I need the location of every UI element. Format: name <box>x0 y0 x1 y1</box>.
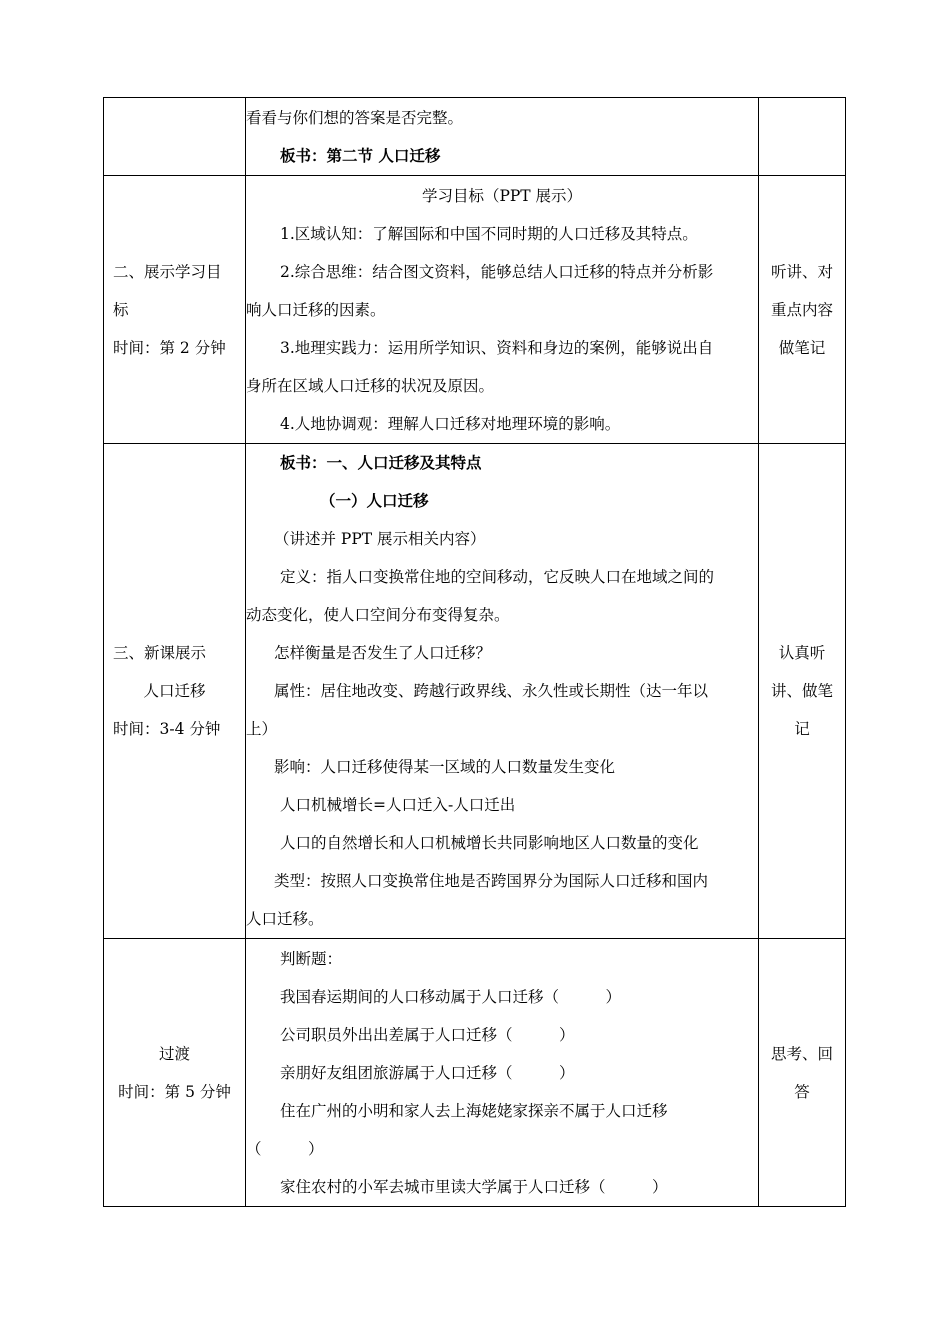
activity-cell <box>759 176 846 444</box>
content-line: 2.综合思维：结合图文资料，能够总结人口迁移的特点并分析影 <box>280 262 714 281</box>
table-row <box>104 98 846 176</box>
content-line: 公司职员外出出差属于人口迁移（ ） <box>280 1025 575 1044</box>
activity-cell <box>759 98 846 176</box>
content-line: 我国春运期间的人口移动属于人口迁移（ ） <box>280 987 622 1006</box>
stage-label: 标 <box>113 300 129 319</box>
activity-line: 重点内容 <box>770 300 833 319</box>
table-row <box>104 444 846 939</box>
content-cell <box>246 176 759 444</box>
stage-label: 过渡 <box>158 1044 190 1063</box>
board-heading: 板书：第二节 人口迁移 <box>280 145 441 165</box>
content-line: 怎样衡量是否发生了人口迁移？ <box>274 644 492 662</box>
content-line: 4.人地协调观：理解人口迁移对地理环境的影响。 <box>280 414 621 433</box>
stage-cell <box>104 176 246 444</box>
content-line: 上） <box>246 720 278 738</box>
stage-time: 时间：第 5 分钟 <box>118 1082 231 1101</box>
activity-line: 听讲、对 <box>770 262 833 281</box>
content-line: 判断题： <box>280 949 343 968</box>
content-line: 亲朋好友组团旅游属于人口迁移（ ） <box>280 1063 575 1082</box>
board-heading: 板书：一、人口迁移及其特点 <box>280 453 482 472</box>
content-line: 看看与你们想的答案是否完整。 <box>246 108 464 127</box>
stage-time: 时间：第 2 分钟 <box>113 338 226 357</box>
stage-time: 时间：3-4 分钟 <box>113 720 221 738</box>
content-line: 人口迁移。 <box>246 910 324 928</box>
lesson-plan-table <box>103 97 846 1207</box>
content-line: 响人口迁移的因素。 <box>246 300 386 319</box>
stage-label: 三、新课展示 <box>113 644 207 662</box>
activity-line: 讲、做笔 <box>770 682 833 700</box>
stage-cell <box>104 98 246 176</box>
stage-label: 二、展示学习目 <box>113 262 222 281</box>
stage-cell <box>104 939 246 1207</box>
content-line: 影响：人口迁移使得某一区域的人口数量发生变化 <box>274 758 616 776</box>
content-line: 学习目标（PPT 展示） <box>421 186 583 205</box>
activity-line: 记 <box>794 720 810 738</box>
content-line: 住在广州的小明和家人去上海姥姥家探亲不属于人口迁移 <box>280 1101 668 1120</box>
stage-cell <box>104 444 246 939</box>
content-line: 动态变化，使人口空间分布变得复杂。 <box>246 606 510 624</box>
content-cell <box>246 939 759 1207</box>
content-cell <box>246 98 759 176</box>
content-cell <box>246 444 759 939</box>
content-line: 身所在区域人口迁移的状况及原因。 <box>246 376 495 395</box>
activity-line: 思考、回 <box>770 1044 833 1063</box>
content-line: 定义：指人口变换常住地的空间移动，它反映人口在地域之间的 <box>280 568 715 586</box>
content-line: 家住农村的小军去城市里读大学属于人口迁移（ ） <box>280 1177 668 1196</box>
activity-line: 认真听 <box>778 644 826 662</box>
content-line: （讲述并 PPT 展示相关内容） <box>274 530 486 548</box>
board-subheading: （一）人口迁移 <box>320 491 429 510</box>
content-line: 人口的自然增长和人口机械增长共同影响地区人口数量的变化 <box>280 834 699 852</box>
activity-cell <box>759 939 846 1207</box>
content-line: 3.地理实践力：运用所学知识、资料和身边的案例，能够说出自 <box>280 338 714 357</box>
activity-line: 做笔记 <box>778 338 826 357</box>
stage-label: 人口迁移 <box>143 682 206 700</box>
table-row <box>104 176 846 444</box>
content-line: 1.区域认知：了解国际和中国不同时期的人口迁移及其特点。 <box>280 224 698 243</box>
table-row <box>104 939 846 1207</box>
activity-cell <box>759 444 846 939</box>
content-line: （ ） <box>246 1139 324 1158</box>
content-line: 属性：居住地改变、跨越行政界线、永久性或长期性（达一年以 <box>274 682 709 700</box>
activity-line: 答 <box>794 1082 810 1101</box>
content-line: 人口机械增长=人口迁入-人口迁出 <box>280 796 516 814</box>
content-line: 类型：按照人口变换常住地是否跨国界分为国际人口迁移和国内 <box>274 872 709 890</box>
